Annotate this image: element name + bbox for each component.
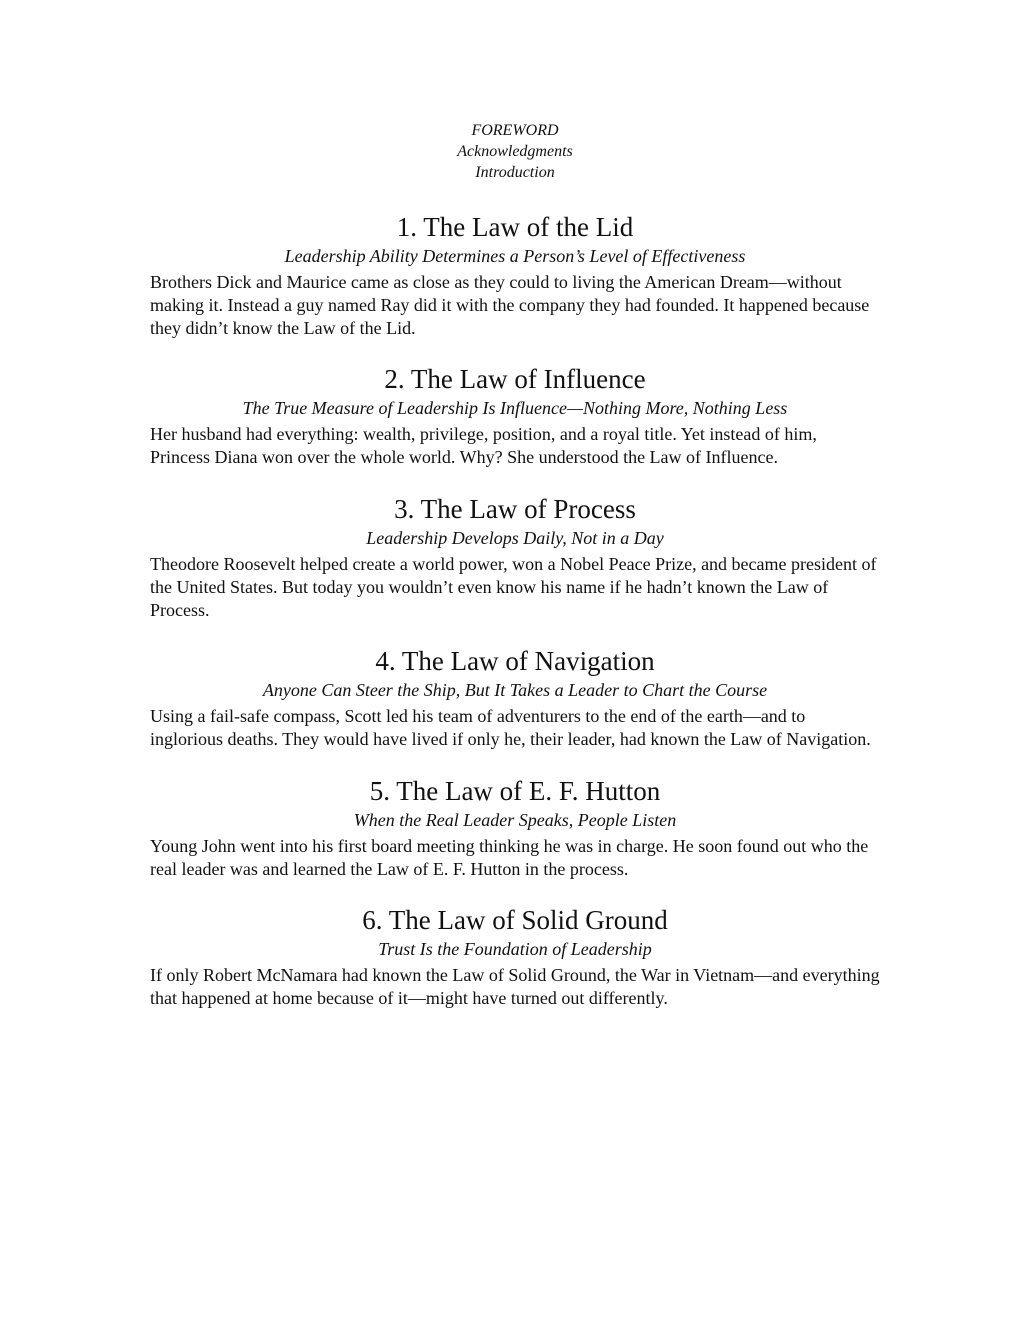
law-section bbox=[150, 774, 880, 881]
foreword-heading: FOREWORD bbox=[471, 122, 559, 139]
law-title: 3. The Law of Process bbox=[394, 494, 636, 524]
law-section bbox=[150, 362, 880, 469]
law-subtitle: Trust Is the Foundation of Leadership bbox=[378, 939, 652, 959]
introduction-heading: Introduction bbox=[475, 164, 555, 181]
front-matter bbox=[150, 120, 880, 183]
acknowledgments-heading: Acknowledgments bbox=[457, 143, 573, 160]
law-section bbox=[150, 492, 880, 622]
law-title: 1. The Law of the Lid bbox=[396, 212, 634, 242]
law-section bbox=[150, 210, 880, 340]
law-subtitle: Leadership Ability Determines a Person’s Level of Effectiveness bbox=[284, 246, 746, 266]
law-summary: Her husband had everything: wealth, privilege, position, and a royal title. Yet instead of him, Princess Diana won over the whole world. Why? She understood the Law of Influence. bbox=[150, 424, 817, 467]
law-title: 6. The Law of Solid Ground bbox=[362, 905, 668, 935]
law-subtitle: Leadership Develops Daily, Not in a Day bbox=[366, 528, 664, 548]
law-title: 2. The Law of Influence bbox=[384, 364, 646, 394]
law-title: 5. The Law of E. F. Hutton bbox=[369, 776, 661, 806]
law-subtitle: Anyone Can Steer the Ship, But It Takes a Leader to Chart the Course bbox=[262, 680, 768, 700]
law-summary: Brothers Dick and Maurice came as close as they could to living the American Dream—without making it. Instead a guy named Ray did it with the company they had founded. It happened because they didn’t know the Law of the Lid. bbox=[150, 272, 870, 338]
law-section bbox=[150, 903, 880, 1010]
law-subtitle: When the Real Leader Speaks, People Listen bbox=[353, 810, 677, 830]
law-title: 4. The Law of Navigation bbox=[375, 646, 655, 676]
law-summary: Theodore Roosevelt helped create a world power, won a Nobel Peace Prize, and became president of the United States. But today you wouldn’t even know his name if he hadn’t known the Law of Process. bbox=[150, 554, 877, 620]
law-subtitle: The True Measure of Leadership Is Influence—Nothing More, Nothing Less bbox=[242, 398, 788, 418]
law-summary: Young John went into his first board meeting thinking he was in charge. He soon found out who the real leader was and learned the Law of E. F. Hutton in the process. bbox=[150, 836, 869, 879]
law-summary: Using a fail-safe compass, Scott led his team of adventurers to the end of the earth—and to inglorious deaths. They would have lived if only he, their leader, had known the Law of Navigation. bbox=[150, 706, 871, 749]
document-page bbox=[150, 120, 880, 1010]
law-summary: If only Robert McNamara had known the Law of Solid Ground, the War in Vietnam—and everything that happened at home because of it—might have turned out differently. bbox=[150, 965, 880, 1008]
law-section bbox=[150, 644, 880, 751]
